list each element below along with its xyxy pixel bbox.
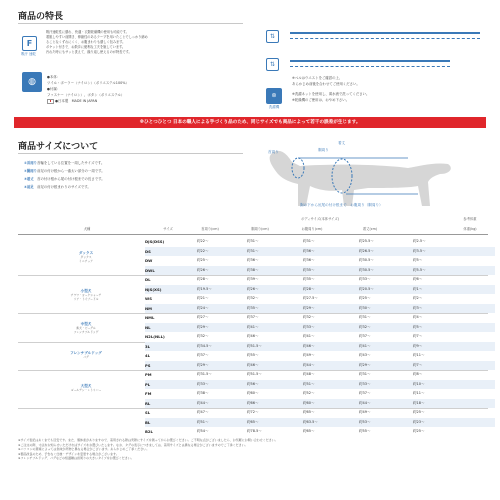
- value-cell: 約46～: [247, 334, 259, 338]
- breed-group-name: 小型犬: [80, 289, 92, 293]
- value-cell: 約37～: [247, 315, 259, 319]
- breed-group-sub: チワワ・ヨークシャーテリア・トイプードル: [70, 293, 102, 301]
- features-text: [46, 30, 246, 55]
- material-part-value: ファスナー（ナイロン）、ボタン（ポリエステル）: [47, 93, 125, 97]
- size-cell: WS: [145, 296, 152, 301]
- value-cell: 約55～: [247, 353, 259, 357]
- dog-label-chest: 胴周り: [318, 148, 329, 152]
- value-cell: 約51～: [303, 381, 315, 386]
- value-cell: 約36～: [303, 258, 315, 262]
- value-cell: 約4～: [413, 315, 423, 319]
- value-cell: 約37～: [359, 391, 371, 395]
- dog-diagram-caption: 胸の下から尻尾の付け根まで お腹周り（胴周り）: [300, 203, 383, 207]
- value-cell: 約46～: [247, 362, 259, 367]
- value-cell: 約33～: [197, 381, 209, 386]
- measure-chest: ②胴周り 前足の付け根から一番太い部分の一周です。: [24, 169, 105, 173]
- size-cell: PS: [145, 362, 151, 368]
- washing-machine-caption: 洗濯機: [268, 105, 280, 109]
- value-cell: 約29～: [359, 362, 371, 367]
- table-row: [145, 380, 495, 390]
- value-cell: 約30～: [359, 305, 371, 310]
- feature-line: 吸汗速乾性に優れ、快適・衣類乾燥機の使用も可能です。: [46, 30, 129, 34]
- note-line: ※フレンチブルドッグ、パグなどの短頭種は首周りの大きいタイプをお選びください。: [18, 456, 134, 461]
- value-cell: 約72～: [247, 410, 259, 414]
- value-cell: 約29～: [197, 362, 209, 367]
- table-row: [145, 408, 495, 418]
- measure-length: ③着丈 首の付け根から尾の付け根までの長さです。: [24, 177, 105, 181]
- wash-note-1: ※洗濯ネットを使用し、弱水流で洗ってください。: [292, 92, 370, 96]
- size-cell: B2L: [145, 429, 153, 434]
- table-header-weight: 体重(kg): [463, 227, 477, 231]
- value-cell: 約49～: [303, 353, 315, 357]
- value-cell: 約18～: [413, 400, 425, 405]
- value-cell: 約35～: [247, 305, 259, 310]
- material-body-label: ●本体：: [47, 75, 61, 79]
- size-cell: 3L: [145, 343, 151, 349]
- size-cell: NM: [145, 305, 152, 311]
- value-cell: 約41～: [247, 324, 259, 329]
- size-cell: PL: [145, 381, 151, 387]
- value-cell: 約43～: [359, 353, 371, 357]
- note-line: ※ご注文の際、寸法をお知らせいただければサイズをお選びいたします。なお、タグの表示につきましては、着用サイズとは異なる場合がございますのでご了承ください。: [18, 442, 248, 447]
- value-cell: 約19.5～: [197, 286, 212, 291]
- value-cell: 約24～: [197, 305, 209, 310]
- breed-group-sub: ダックス ミニチュア: [79, 255, 93, 263]
- belt-line-bottom: [290, 60, 450, 62]
- table-ref-header: 参考体重: [463, 217, 477, 221]
- value-cell: 約32～: [197, 334, 209, 338]
- table-row: [145, 275, 495, 285]
- table-row: [145, 285, 495, 295]
- size-cell: PM: [145, 372, 152, 377]
- value-cell: 約54～: [197, 429, 209, 433]
- note-line: ※サイズ表記はあくまでも目安です。また、個体差がありますので、着用される際は実際にサイズを測ってからお選びください。ご不明な点がございましたら、お気軽にお問い合わせください。: [18, 438, 278, 442]
- size-cell: NL: [145, 324, 151, 330]
- feature-line: ポケット付きで、お散歩に便利な工夫を施しています。: [46, 45, 126, 49]
- table-row: [145, 389, 495, 399]
- value-cell: 約5～: [413, 258, 423, 262]
- table-header-chest: 胴周り(cm): [251, 227, 269, 231]
- table-header-neck: 首周り(cm): [201, 227, 219, 231]
- size-cell: NML: [145, 315, 155, 320]
- value-cell: 約51～: [197, 419, 209, 424]
- feature-line: 汚れた時にもサッと洗えて、繰り返し使えるのが特長です。: [46, 50, 132, 54]
- value-cell: 約38～: [247, 267, 259, 272]
- value-cell: 約31～: [359, 315, 371, 319]
- table-header-size: サイズ: [163, 227, 173, 231]
- note-line: ※製品改良のため、予告なく仕様・デザインを変更する場合がございます。: [18, 451, 119, 456]
- value-cell: 約29～: [303, 305, 315, 310]
- dog-label-neck: 首周り: [268, 150, 279, 154]
- table-header-belly: お腹周り(cm): [301, 227, 323, 231]
- value-cell: 約32～: [359, 324, 371, 329]
- table-row: [145, 342, 495, 352]
- sizes-rule: [18, 153, 243, 154]
- value-cell: 約39～: [247, 277, 259, 281]
- value-cell: 約49～: [359, 410, 371, 414]
- value-cell: 約41～: [359, 343, 371, 348]
- value-cell: 約8～: [413, 372, 423, 376]
- breed-group-name: ダックス: [78, 251, 94, 255]
- breed-group-name: 大型犬: [80, 384, 92, 388]
- value-cell: 約11～: [413, 391, 425, 395]
- value-cell: 約5～: [413, 324, 423, 329]
- value-cell: 約60～: [247, 391, 259, 395]
- table-row: [145, 304, 495, 314]
- value-cell: 約33～: [359, 277, 371, 281]
- value-cell: 約7～: [413, 334, 423, 338]
- feature-line: ることなくずれにくく、お腹まわりも優しく包みます。: [46, 40, 126, 44]
- value-cell: 約23～: [413, 419, 425, 424]
- value-cell: 約27.5～: [303, 296, 318, 300]
- note-line: ※パソコンの環境によっては色味が実物と異なる場合がございます。あらかじめご了承ください。: [18, 447, 150, 452]
- sizes-title: 商品サイズについて: [18, 142, 99, 152]
- handmade-notice-banner: ※ひとつひとつ 日本の職人による手づくり品のため、同じサイズでも商品によって若干の誤差が生じます。: [14, 117, 486, 128]
- breed-group-sub: パグ: [83, 354, 89, 359]
- value-cell: 約44～: [303, 362, 315, 367]
- size-cell: DWL: [145, 267, 155, 273]
- value-cell: 約20.5～: [359, 286, 374, 291]
- value-cell: 約6～: [413, 277, 423, 281]
- breed-group-sub: 柴犬・ビーグル フレンチブルドッグ: [73, 326, 99, 334]
- fabric-icon: ◍: [22, 72, 42, 92]
- value-cell: 約28～: [303, 286, 315, 291]
- table-row: [145, 247, 495, 257]
- value-cell: 約31～: [247, 248, 259, 253]
- value-cell: 約35～: [303, 277, 315, 281]
- table-row: [145, 294, 495, 304]
- breed-group-name: フレンチブルドッグ: [70, 350, 102, 355]
- value-cell: 約78.5～: [247, 429, 262, 433]
- washing-machine-icon: ⊚: [266, 88, 282, 104]
- value-cell: 約60～: [303, 400, 315, 405]
- value-cell: 約5.5～: [413, 267, 426, 272]
- value-cell: 約55～: [359, 429, 371, 433]
- value-cell: 約3.5～: [413, 248, 426, 253]
- value-cell: 約48～: [303, 372, 315, 376]
- japan-flag-icon: [47, 99, 54, 104]
- value-cell: 約66～: [247, 400, 259, 405]
- value-cell: 約31～: [359, 372, 371, 376]
- value-cell: 約28～: [197, 277, 209, 281]
- value-cell: 約11～: [413, 353, 425, 357]
- dog-silhouette: [270, 151, 451, 206]
- value-cell: 約31～: [247, 239, 259, 243]
- material-body-value: ツイル・ポーラー（ナイロン）（ポリエステル100%）: [47, 81, 129, 85]
- made-in-japan: ●日本製 MADE IN JAPAN: [47, 98, 97, 104]
- dog-label-back: 着丈: [338, 141, 346, 145]
- value-cell: 約51.5～: [247, 343, 262, 348]
- value-cell: 約56～: [247, 381, 259, 386]
- wash-note-2: ※乾燥機のご使用は、おやめ下さい。: [292, 98, 350, 102]
- table-header-rule: [18, 234, 488, 235]
- value-cell: 約3～: [413, 305, 423, 310]
- value-cell: 約44～: [359, 400, 371, 405]
- value-cell: 約30.5～: [359, 258, 374, 262]
- size-cell: RL: [145, 400, 151, 406]
- belt-end-icon: ⇅: [266, 58, 279, 71]
- table-header-breed: 犬種: [83, 227, 91, 231]
- value-cell: 約30.5～: [359, 267, 374, 272]
- measure-neck: ①首周り 首輪をしている位置を一周したサイズです。: [24, 161, 105, 165]
- belt-note-2: あらかじめ前後を合わせてご使用ください。: [292, 82, 360, 86]
- size-cell: 4L: [145, 353, 151, 358]
- table-row: [145, 313, 495, 323]
- table-row: [145, 266, 495, 276]
- value-cell: 約37～: [197, 353, 209, 357]
- table-header-length: 着丈(cm): [362, 227, 378, 231]
- size-cell: DW: [145, 258, 153, 263]
- value-cell: 約32～: [303, 315, 315, 319]
- value-cell: 約38～: [197, 391, 209, 395]
- value-cell: 約22～: [197, 239, 209, 243]
- table-row: [145, 256, 495, 266]
- value-cell: 約26～: [197, 267, 209, 272]
- value-cell: 約25～: [359, 296, 371, 300]
- value-cell: 約65～: [247, 419, 259, 424]
- table-row: [145, 361, 495, 371]
- value-cell: 約34.5～: [197, 343, 212, 348]
- quick-dry-icon: F: [22, 36, 37, 51]
- value-cell: 約51.5～: [247, 372, 262, 376]
- size-cell: N2L(NLL): [145, 334, 165, 339]
- size-cell: BL: [145, 419, 151, 425]
- breed-group-name: 中型犬: [80, 322, 92, 327]
- value-cell: 約52～: [303, 391, 315, 395]
- value-cell: 約25～: [413, 410, 425, 414]
- value-cell: 約37～: [359, 334, 371, 338]
- size-cell: DJS(DSS): [145, 239, 165, 244]
- feature-line: 着脱しやすい前開き、伸縮性のあるテープを用いたことでしっかり締め: [46, 35, 148, 39]
- table-row: [145, 399, 495, 409]
- size-cell: FM: [145, 391, 152, 396]
- value-cell: 約47～: [197, 410, 209, 414]
- value-cell: 約25.5～: [359, 239, 374, 243]
- value-cell: 約65～: [303, 429, 315, 433]
- size-notes: [18, 438, 488, 461]
- size-cell: NJS(XS): [145, 286, 162, 292]
- table-row: [145, 370, 495, 380]
- table-row: [145, 237, 495, 247]
- table-row: [145, 351, 495, 361]
- value-cell: 約10～: [413, 381, 425, 386]
- value-cell: 約25～: [413, 429, 425, 433]
- value-cell: 約29～: [197, 324, 209, 329]
- belt-buckle-icon: ⇅: [266, 30, 279, 43]
- value-cell: 約35～: [303, 267, 315, 272]
- value-cell: 約53～: [359, 419, 371, 424]
- value-cell: 約33～: [359, 381, 371, 386]
- value-cell: 約21～: [197, 296, 209, 300]
- size-cell: DL: [145, 277, 151, 282]
- size-cell: DS: [145, 248, 151, 254]
- table-row: [145, 418, 495, 428]
- quick-dry-caption: 吸汗 速乾: [20, 52, 37, 56]
- value-cell: 約25～: [197, 258, 209, 262]
- breed-group-sub: ゴールデン・レトリバー: [70, 388, 102, 392]
- material-part-label: ●付属：: [47, 87, 61, 91]
- size-cell: SL: [145, 410, 151, 415]
- value-cell: 約46～: [303, 343, 315, 348]
- value-cell: 約31～: [303, 239, 315, 243]
- value-cell: 約32～: [247, 296, 259, 300]
- belt-dash-bottom: [290, 66, 450, 67]
- value-cell: 約7～: [413, 362, 423, 367]
- value-cell: 約9～: [413, 343, 423, 348]
- value-cell: 約44～: [197, 400, 209, 405]
- belt-note-1: ※ベルはウエストをご確認の上、: [292, 76, 343, 80]
- table-row: [145, 323, 495, 333]
- value-cell: 約26.5～: [359, 248, 374, 253]
- measure-leg: ④前足 前足の付け根まわりのサイズです。: [24, 185, 91, 189]
- value-cell: 約26～: [247, 286, 259, 291]
- value-cell: 約36～: [303, 248, 315, 253]
- belt-line-top: [290, 32, 480, 34]
- value-cell: 約27～: [197, 315, 209, 319]
- features-rule: [18, 23, 243, 24]
- table-row: [145, 332, 495, 342]
- value-cell: 約2～: [413, 296, 423, 300]
- value-cell: 約41～: [303, 334, 315, 338]
- value-cell: 約36～: [247, 258, 259, 262]
- value-cell: 約1～: [413, 286, 423, 291]
- features-title: 商品の特長: [18, 12, 64, 22]
- value-cell: 約65～: [303, 410, 315, 414]
- value-cell: 約2.5～: [413, 239, 426, 243]
- table-row: [145, 427, 495, 437]
- value-cell: 約63.5～: [303, 419, 318, 424]
- table-subheader: ボディサイズ(本体サイズ): [300, 217, 340, 221]
- value-cell: 約33～: [303, 324, 315, 329]
- value-cell: 約22～: [197, 248, 209, 253]
- value-cell: 約31.5～: [197, 372, 212, 376]
- belt-dash-top: [290, 38, 480, 39]
